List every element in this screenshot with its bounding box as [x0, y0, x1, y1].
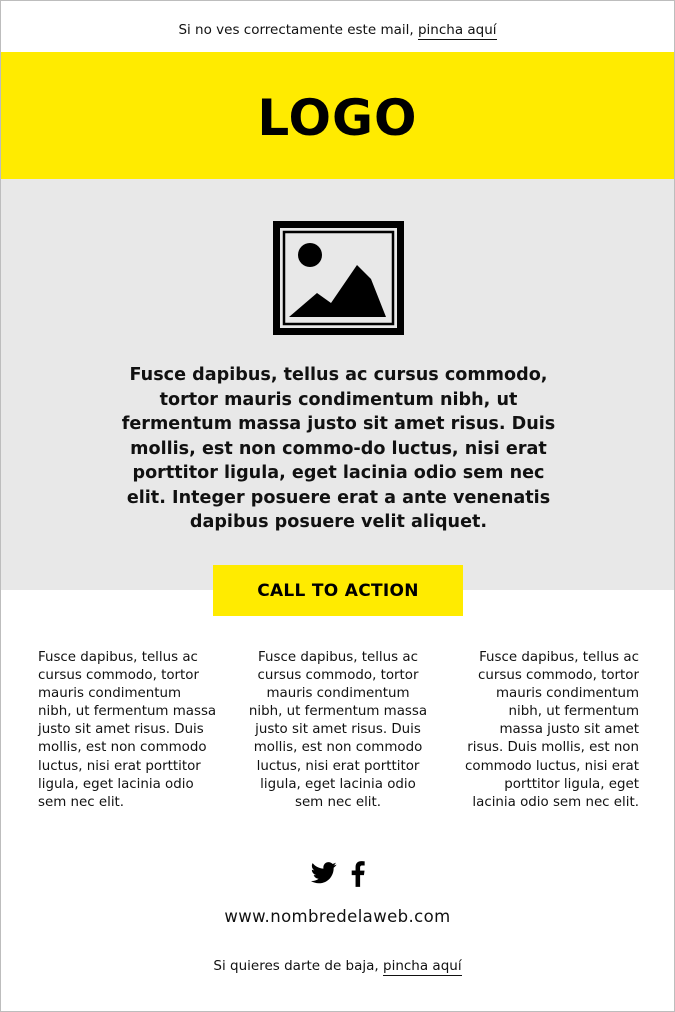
image-placeholder-icon: [273, 221, 404, 335]
hero-section: [1, 179, 674, 590]
hero-text: Fusce dapibus, tellus ac cursus commodo, tortor mauris condimentum nibh, ut fermentum massa justo sit amet risus. Duis mollis, est non commo-do luctus, nisi erat porttitor ligula, eget lacinia odio sem nec elit. Integer posuere erat a ante venenatis dapibus posuere velit aliquet.: [121, 365, 556, 532]
unsubscribe-line: [1, 958, 674, 974]
preheader: [1, 22, 674, 38]
unsubscribe-text: Si quieres darte de baja,: [213, 958, 383, 974]
column-left-text: Fusce dapibus, tellus ac cursus commodo, tortor mauris condimentum nibh, ut fermentum massa justo sit amet risus. Duis mollis, est non commodo luctus, nisi erat porttitor ligula, eget lacinia odio sem nec elit.: [38, 650, 217, 810]
logo-header: [1, 52, 674, 179]
facebook-icon[interactable]: [351, 861, 365, 891]
twitter-icon[interactable]: [311, 861, 337, 891]
website-link[interactable]: www.nombredelaweb.com: [224, 907, 451, 926]
column-center-text: Fusce dapibus, tellus ac cursus commodo, tortor mauris condimentum nibh, ut fermentum massa justo sit amet risus. Duis mollis, est non commodo luctus, nisi erat porttitor ligula, eget lacinia odio sem nec elit.: [248, 650, 428, 810]
unsubscribe-link[interactable]: pincha aquí: [383, 958, 462, 974]
preheader-text: Si no ves correctamente este mail,: [178, 22, 418, 38]
call-to-action-button[interactable]: CALL TO ACTION: [213, 565, 463, 616]
social-links: [1, 861, 674, 891]
column-right-text: Fusce dapibus, tellus ac cursus commodo, tortor mauris condimentum nibh, ut fermentum massa justo sit amet risus. Duis mollis, est non commodo luctus, nisi erat porttitor ligula, eget lacinia odio sem nec elit.: [465, 650, 639, 810]
preheader-view-link[interactable]: pincha aquí: [417, 22, 497, 38]
logo[interactable]: LOGO: [257, 88, 418, 147]
